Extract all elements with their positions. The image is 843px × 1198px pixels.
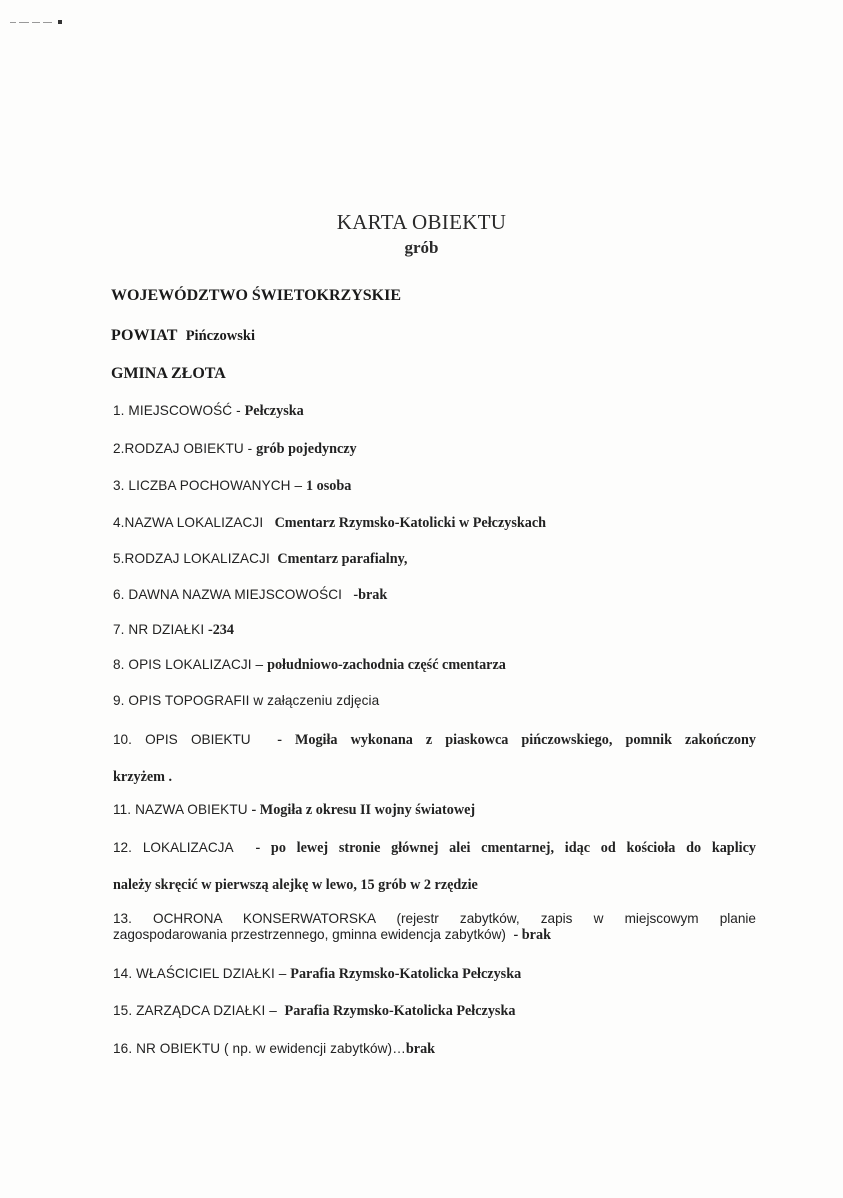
item-value: - Mogiła wykonana z piaskowca pińczowskiego, pomnik zakończony	[277, 732, 756, 748]
item-value: Cmentarz parafialny,	[277, 551, 408, 567]
item-label: 8. OPIS LOKALIZACJI –	[113, 657, 268, 672]
item-lokalizacja-continued: należy skręcić w pierwszą alejkę w lewo, 15 grób w 2 rzędzie	[113, 877, 478, 893]
item-value: grób pojedynczy	[256, 441, 357, 457]
item-miejscowosc	[113, 402, 304, 420]
scan-artifact-mark	[10, 18, 62, 28]
item-label: 14. WŁAŚCICIEL DZIAŁKI –	[113, 966, 291, 981]
item-value: - po lewej stronie głównej alei cmentarnej, idąc od kościoła do kaplicy	[255, 840, 756, 856]
item-label: 12. LOKALIZACJA	[113, 840, 234, 855]
item-value: południowo-zachodnia część cmentarza	[267, 657, 506, 673]
item-value: Parafia Rzymsko-Katolicka Pełczyska	[290, 966, 522, 982]
item-label: 15. ZARZĄDCA DZIAŁKI –	[113, 1003, 281, 1018]
gmina-heading: GMINA ZŁOTA	[111, 365, 226, 382]
item-value: Pełczyska	[244, 403, 304, 419]
powiat-label: POWIAT	[111, 327, 178, 344]
item-label: 5.RODZAJ LOKALIZACJI	[113, 551, 270, 566]
item-liczba-pochowanych	[113, 477, 351, 495]
item-value: Cmentarz Rzymsko-Katolicki w Pełczyskach	[274, 515, 547, 531]
document-title: KARTA OBIEKTU	[336, 210, 507, 234]
item-label: 1. MIEJSCOWOŚĆ -	[113, 403, 245, 418]
item-ochrona-konserwatorska	[113, 911, 756, 943]
item-value: -brak	[353, 587, 388, 603]
document-subtitle: grób	[404, 238, 439, 257]
item-label-line2	[113, 927, 756, 943]
item-label: 4.NAZWA LOKALIZACJI	[113, 515, 264, 530]
item-opis-topografii	[113, 692, 379, 710]
item-opis-obiektu-continued: krzyżem .	[113, 769, 173, 785]
item-zarzadca-dzialki	[113, 1002, 515, 1020]
item-nazwa-lokalizacji	[113, 514, 546, 532]
item-label: 16. NR OBIEKTU ( np. w ewidencji zabytków)…	[113, 1041, 406, 1056]
item-nr-obiektu	[113, 1040, 435, 1058]
item-dawna-nazwa	[113, 586, 387, 604]
item-label: 2.RODZAJ OBIEKTU -	[113, 441, 257, 456]
item-label: 11. NAZWA OBIEKTU	[113, 802, 252, 817]
item-opis-lokalizacji	[113, 656, 506, 674]
item-value: -234	[207, 622, 234, 638]
item-value: brak	[405, 1041, 436, 1057]
item-value: Parafia Rzymsko-Katolicka Pełczyska	[284, 1003, 516, 1019]
item-opis-obiektu	[113, 731, 756, 749]
item-label: zagospodarowania przestrzennego, gminna ewidencja zabytków)	[113, 927, 506, 942]
item-nr-dzialki	[113, 621, 234, 639]
item-label-line1: 13. OCHRONA KONSERWATORSKA (rejestr zabytków, zapis w miejscowym planie	[113, 911, 756, 926]
wojewodztwo-heading: WOJEWÓDZTWO ŚWIETOKRZYSKIE	[111, 287, 401, 304]
powiat-value: Pińczowski	[185, 328, 255, 344]
item-label: 7. NR DZIAŁKI	[113, 622, 205, 637]
item-rodzaj-lokalizacji	[113, 550, 407, 568]
item-label: 6. DAWNA NAZWA MIEJSCOWOŚCI	[113, 587, 343, 602]
item-lokalizacja	[113, 839, 756, 857]
item-label: 3. LICZBA POCHOWANYCH –	[113, 478, 307, 493]
item-rodzaj-obiektu	[113, 440, 357, 458]
item-label: 10. OPIS OBIEKTU	[113, 732, 251, 747]
item-label: 9. OPIS TOPOGRAFII w załączeniu zdjęcia	[113, 693, 380, 708]
item-nazwa-obiektu	[113, 801, 475, 819]
powiat-heading	[111, 326, 255, 346]
item-wlasciciel-dzialki	[113, 965, 521, 983]
item-value: - brak	[513, 927, 551, 943]
item-value: - Mogiła z okresu II wojny światowej	[251, 802, 476, 818]
item-value: 1 osoba	[306, 478, 352, 494]
